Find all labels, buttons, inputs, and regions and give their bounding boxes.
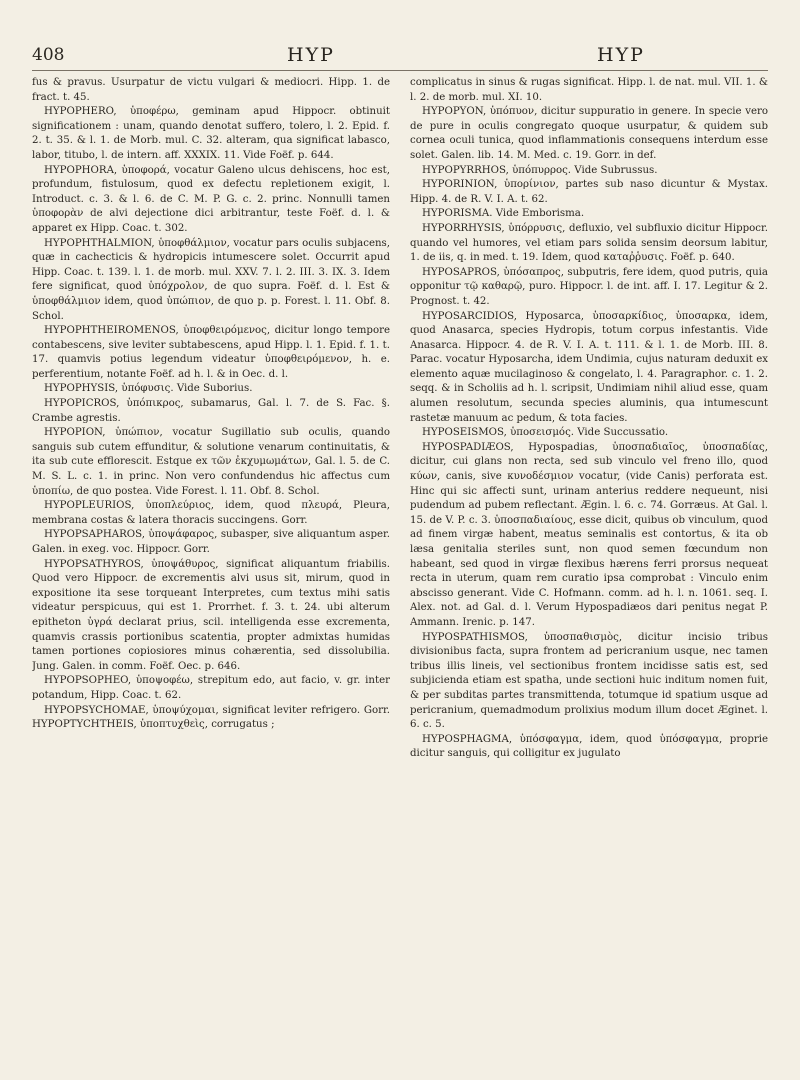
entry-text: HYPOSPATHISMOS, ὑποσπαθισμὸς, dicitur incisio tribus divisionibus facta, supra frontem ad pericranium usque, nec tamen tribus illis lineis, vel sectionibus frontem incidisse satis est, sed subjicienda etiam est spatha, unde sectioni huic inditum nomen fuit, & per subditas partes transmittenda, totumque id spatium usque ad pericranium, quemadmodum prolixius modum illum docet Æginet. l. 6. c. 5.	[410, 631, 768, 731]
entry-text: HYPOPYON, ὑπόπυον, dicitur suppuratio in genere. In specie vero de pure in oculis congregato quoque usurpatur, & quidem sub cornea oculi tunica, quod inflammationis consequens interdum esse solet. Galen. lib. 14. M. Med. c. 19. Gorr. in def.	[410, 106, 768, 161]
entry-text: HYPOPLEURIOS, ὑποπλεύριος, idem, quod πλευρά, Pleura, membrana costas & latera thoracis succingens. Gorr.	[32, 500, 390, 526]
entry-text: HYPORISMA. Vide Emborisma.	[422, 208, 585, 220]
entry-text: HYPORRHYSIS, ὑπόρρυσις, defluxio, vel subfluxio dicitur Hippocr. quando vel humores, vel etiam pars solida sensim deorsum labitur, 1. de iis, q. in med. t. 19. Idem, quod καταῤῥυσις. Foëf. p. 640.	[410, 222, 768, 264]
entry-text: HYPORINION, ὑπορίνιον, partes sub naso dicuntur & Mystax. Hipp. 4. de R. V. I. A. t. 62.	[410, 179, 768, 205]
entry-text: HYPOPHTHALMION, ὑποφθάλμιον, vocatur pars oculis subjacens, quæ in cachecticis & hydropicis intumescere solet. Occurrit apud Hipp. Coac. t. 139. l. 1. de morb. mul. XXV. 7. l. 2. III. 3. IX. 3. Idem fere significat, quod ὑπόχρολον, de quo supra. Foëf. d. l. Est & ὑποφθάλμιον idem, quod ὑπώπιον, de quo p. p. Forest. l. 11. Obf. 8. Schol.	[32, 237, 390, 322]
entry-text: HYPOPION, ὑπώπιον, vocatur Sugillatio sub oculis, quando sanguis sub cutem effunditur, & solutione venarum continuitatis, & ita sub cute efflorescit. Estque ex τῶν ἐκχυμωμάτων, Gal. l. 5. de C. M. S. L. c. 1. in princ. Non vero confundendus hic affectus cum ὑποπίω, de quo postea. Vide Forest. l. 11. Obf. 8. Schol.	[32, 427, 390, 497]
entry-text: HYPOPSYCHOMAE, ὑποψύχομαι, significat leviter refrigero. Gorr. HYPOPTYCHTHEIS, ὑποπτυχθεὶς, corrugatus ;	[32, 704, 390, 731]
entry-text: HYPOPYRRHOS, ὑπόπυρρος. Vide Subrussus.	[422, 164, 658, 176]
text-columns	[32, 76, 768, 1072]
entry-text: HYPOPICROS, ὑπόπικρος, subamarus, Gal. l. 7. de S. Fac. §. Crambe agrestis.	[32, 398, 390, 424]
running-head-right: HYP	[597, 44, 645, 66]
entry-text: HYPOSEISMOS, ὑποσεισμός. Vide Succussatio.	[422, 427, 669, 439]
entry-text: HYPOPHERO, ὑποφέρω, geminam apud Hippocr. obtinuit significationem : unam, quando denotat sufferо, tolero, l. 2. Epid. f. 2. t. 35. & l. 1. de Morb. mul. C. 32. alteram, qua significat labasco, labor, titubo, l. de intern. aff. XXXIX. 11. Vide Foëf. p. 644.	[32, 106, 390, 161]
page-number: 408	[32, 45, 65, 65]
left-column	[32, 76, 390, 1072]
entry-text: HYPOPHYSIS, ὑπόφυσις. Vide Suborius.	[44, 383, 253, 395]
entry-text: HYPOPHORA, ὑποφορά, vocatur Galeno ulcus dehiscens, hoc est, profundum, fistulosum, quod ex defectu repletionem exigit, l. Introduct. c. 3. & l. 6. de C. M. P. G. c. 2. princ. Nonnulli tamen ὑποφορὰν de alvi dejectione dici arbitrantur, teste Foëf. d. l. & apparet ex Hipp. Coac. t. 302.	[32, 164, 390, 234]
entry-text: HYPOPSAPHAROS, ὑποψάφαρος, subasper, sive aliquantum asper. Galen. in exeg. voc. Hippocr. Gorr.	[32, 529, 390, 555]
entry-text: HYPOPSOPHEO, ὑποψοφέω, strepitum edo, aut facio, v. gr. inter potandum, Hipp. Coac. t. 62.	[32, 675, 390, 701]
entry-text: HYPOPHTHEIROMENOS, ὑποφθειρόμενος, dicitur longo tempore contabescens, sive leviter subtabescens, apud Hipp. l. 1. Epid. f. 1. t. 17. quamvis potius legendum videatur ὑποφθειρόμενον, h. e. perferentium, notante Foëf. ad h. l. & in Oec. d. l.	[32, 325, 390, 380]
right-column	[410, 76, 768, 1072]
entry-text: fus & pravus. Usurpatur de victu vulgari & mediocri. Hipp. 1. de fract. t. 45.	[32, 77, 390, 103]
entry-text: complicatus in sinus & rugas significat. Hipp. l. de nat. mul. VII. 1. & l. 2. de morb. mul. XI. 10.	[410, 77, 768, 103]
entry-text: HYPOSARCIDIOS, Hyposarca, ὑποσαρκίδιος, ὑποσαρκα, idem, quod Anasarca, species Hydropis, totum corpus infestantis. Vide Anasarca. Hippocr. 4. de R. V. I. A. t. 111. & l. 1. de Morb. III. 8. Parac. vocatur Hyposarcha, idem Undimia, cujus naturam deduxit ex elemento aquæ mucilaginoso & congelato, l. 4. Paragraphor. c. 1. 2. seqq. & in Scholiis ad h. l. scripsit, Undimiam nihil aliud esse, quam alumen resolutum, secunda species aluminis, qua intumescunt rastetæ manuum ac pedum, & tota facies.	[410, 310, 768, 424]
entry-text: HYPOPSATHYROS, ὑποψάθυρος, significat aliquantum friabilis. Quod vero Hippocr. de excrementis alvi usus sit, mirum, quod in expositione ita sese torqueant Interpretes, cum textus mihi satis videatur perspicuus, qui est 1. Prorrhet. f. 3. t. 24. ubi alterum epitheton ὑγρά declarat prius, scil. intelligenda esse excrementa, quamvis crassis portionibus scatentia, propter admixtas humidas tamen portiones copiosiores minus cohærentia, sed dissolubilia. Jung. Galen. in comm. Foëf. Oec. p. 646.	[32, 558, 390, 672]
page-header	[32, 40, 768, 71]
entry-text: HYPOSPADIÆOS, Hypospadias, ὑποσπαδιαῖος, ὑποσπαδίας, dicitur, cui glans non recta, sed sub vinculo vel freno illo, quod κύων, canis, sive κυνοδέσμιον vocatur, (vide Canis) perforata est. Hinc qui sic affecti sunt, urinam anterius reddere nequeunt, nisi pudendum ad pubem reflectant. Ægin. l. 6. c. 74. Gorræus. At Gal. l. 15. de V. P. c. 3. ὑποσπαδιαίους, esse dicit, quibus ob vinculum, quod ad finem virgæ habent, meatus seminalis est contortus, & ita ob læsa genitalia steriles sunt, non quod semen fœcundum non habeant, sed quod in virgæ flexibus hærens ferri prorsus nequeat recta in uterum, quam rem curatio ipsa comprobat : Vinculo enim abscisso generant. Vide C. Hofmann. comm. ad h. l. n. 1061. seq. I. Alex. not. ad Gal. d. l. Verum Hypospadiæos dari penitus negat P. Ammann. Irenic. p. 147.	[410, 441, 768, 628]
entry-text: HYPOSAPROS, ὑπόσαπρος, subputris, fere idem, quod putris, quia opponitur τῷ καθαρῷ, puro. Hippocr. l. de int. aff. I. 17. Legitur & 2. Prognost. t. 42.	[410, 266, 768, 307]
running-head-left: HYP	[287, 44, 335, 66]
entry-text: HYPOSPHAGMA, ὑπόσφαγμα, idem, quod ὑπόσφαγμα, proprie dicitur sanguis, qui colligitur ex jugulato	[410, 733, 768, 760]
